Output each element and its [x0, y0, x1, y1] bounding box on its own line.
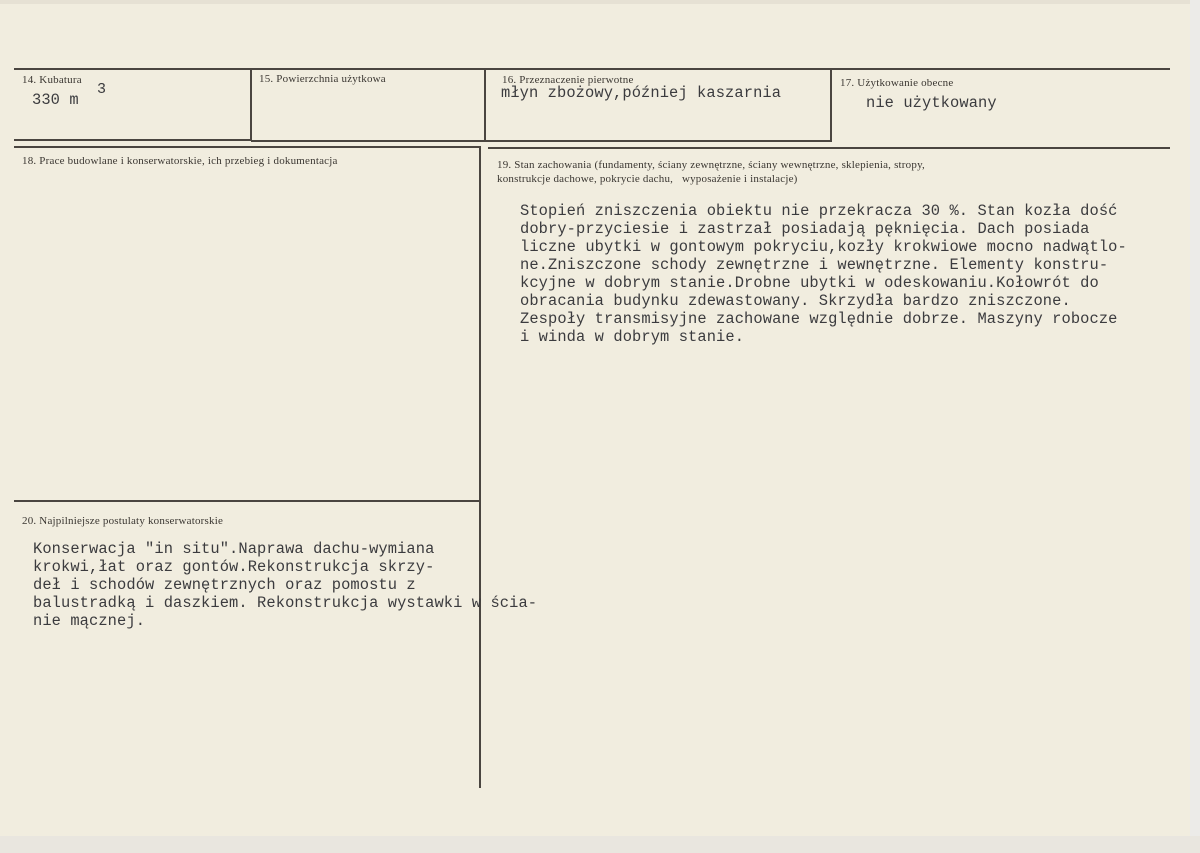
field-19-text [520, 202, 1127, 346]
field-19-line: ne.Zniszczone schody zewnętrzne i wewnętrzne. Elementy konstru- [520, 256, 1109, 274]
col-divider-14-15 [250, 68, 252, 140]
field-14-label: 14. Kubatura [22, 74, 82, 86]
col-divider-16-17 [830, 70, 832, 142]
field-19-line: Stopień zniszczenia obiektu nie przekracza 30 %. Stan kozła dość [520, 202, 1118, 220]
field-19-label-line1: 19. Stan zachowania (fundamenty, ściany zewnętrzne, ściany wewnętrzne, sklepienia, stropy, [497, 159, 926, 171]
field-18-label: 18. Prace budowlane i konserwatorskie, ich przebieg i dokumentacja [22, 155, 338, 167]
field-16-label: 16. Przeznaczenie pierwotne [502, 74, 634, 86]
field-19-line: dobry-przyciesie i zastrzał posiadają pęknięcia. Dach posiada [520, 220, 1090, 238]
field-20-line: nie mącznej. [33, 612, 146, 630]
col-divider-15-16 [484, 68, 486, 141]
top-row-rule [14, 68, 1170, 70]
field-20-text [33, 540, 537, 630]
section-18-19-divider [479, 146, 481, 788]
field-19-label-line2: konstrukcje dachowe, pokrycie dachu, wyposażenie i instalacje) [497, 173, 798, 185]
top-row-bottom-rule [14, 139, 251, 141]
field-17-value: nie użytkowany [866, 94, 997, 112]
field-20-line: krokwi,łat oraz gontów.Rekonstrukcja skrzy- [33, 558, 435, 576]
field-16-value: młyn zbożowy,później kaszarnia [501, 84, 782, 102]
field-20-line: balustradką i daszkiem. Rekonstrukcja wystawki w ścia- [33, 594, 538, 612]
paper-edge-bottom [0, 836, 1200, 853]
section-18-top-rule [14, 146, 480, 148]
field-15-label: 15. Powierzchnia użytkowa [259, 73, 386, 85]
field-20-line: deł i schodów zewnętrznych oraz pomostu z [33, 576, 416, 594]
field-17-label: 17. Użytkowanie obecne [840, 77, 954, 89]
field-14-superscript: 3 [97, 81, 107, 98]
field-19-line: i winda w dobrym stanie. [520, 328, 745, 346]
field-19-line: kcyjne w dobrym stanie.Drobne ubytki w odeskowaniu.Kołowrót do [520, 274, 1099, 292]
field-20-label: 20. Najpilniejsze postulaty konserwatorskie [22, 515, 224, 527]
section-19-top-rule [488, 147, 1170, 149]
field-20-line: Konserwacja "in situ".Naprawa dachu-wymiana [33, 540, 435, 558]
section-20-top-rule [14, 500, 480, 502]
paper-edge-top [0, 0, 1200, 4]
paper-edge-right [1190, 0, 1200, 853]
top-row-bottom-rule-2 [251, 140, 485, 142]
field-19-line: obracania budynku zdewastowany. Skrzydła bardzo zniszczone. [520, 292, 1071, 310]
top-row-bottom-rule-3 [485, 140, 831, 142]
field-14-value: 330 m [32, 91, 79, 109]
field-19-line: liczne ubytki w gontowym pokryciu,kozły krokwiowe mocno nadwątlo- [520, 238, 1127, 256]
field-19-line: Zespoły transmisyjne zachowane względnie dobrze. Maszyny robocze [520, 310, 1118, 328]
